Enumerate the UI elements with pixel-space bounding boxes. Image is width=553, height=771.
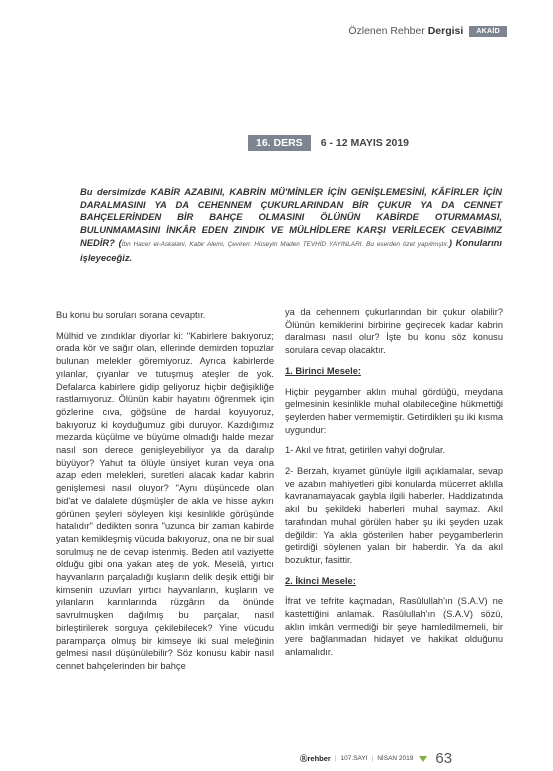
right-paragraph-5: İfrat ve tefrite kaçmadan, Rasûlullah'ın (S.A.V) ne kastettiğini anlamak. Rasûlullah'ın (S.A.V) sözü, aklın imkân vermediği bir şeye hamledilmemeli, bir yere bağlanmadan hidayet ve hakikat olduğunu anlamalıdır. — [285, 596, 503, 658]
intro-source: İbn Hacer el-Askalani, Kabir Alemi, Çeviren: Hüseyin Maden TEVHİD YAYINLARI. Bu eserden özet yapılmıştır. — [121, 240, 449, 248]
page-header — [348, 25, 507, 37]
footer-separator: | — [334, 755, 337, 762]
footer-month: NİSAN 2019 — [377, 755, 414, 762]
intro-main: Bu dersimizde KABİR AZABINI, KABRİN MÜ'MİNLER İÇİN GENİŞLEMESİNİ, KÂFİRLER İÇİN DARALMASINI YA DA CEHENNEM ÇUKURLARINDAN BİR ÇUKUR YA DA CENNET BAHÇELERİNDEN BİR BAHÇE OLMASINI ÖLÜNÜN KABİRDE OTURMAMASI, BULUNMAMASINI İNKÂR EDEN ZINDIK VE MÜLHİDLERE KARŞI VERİLECEK CEVABIMIZ NEDİR? ( — [80, 186, 502, 248]
left-column — [56, 309, 274, 681]
footer-brand: Ⓡrehber — [300, 754, 331, 763]
left-paragraph-1: Bu konu bu soruları sorana cevaptır. — [56, 310, 206, 320]
right-paragraph-3: 1- Akıl ve fıtrat, getirilen vahyi doğrular. — [285, 445, 446, 456]
right-column — [285, 306, 503, 667]
right-paragraph-2: Hiçbir peygamber aklın muhal gördüğü, meydana gelmesinin kesinlikle muhal olabileceğine hükmettiği şeylerden haber vermemiştir. Getirdikleri şu iki kısma uygundur: — [285, 386, 503, 435]
lesson-heading — [248, 135, 409, 151]
page-footer — [300, 751, 452, 766]
lesson-badge: 16. DERS — [248, 135, 311, 151]
right-paragraph-1: ya da cehennem çukurlarından bir çukur olabilir? Ölünün kemiklerini birbirine geçirecek kadar kabrin daralması nasıl olur? İşte bu konu söz konusu sorulara cevap olacaktır. — [285, 307, 503, 356]
footer-separator: | — [371, 755, 374, 762]
intro-end: ) Konularını işleyeceğiz. — [80, 236, 503, 263]
left-paragraph-2: Mülhid ve zındıklar diyorlar ki: "Kabirlere bakıyoruz; orada kör ve sağır olan, ellerinde demirden topuzlar bulunan melekler göremiyoruz. Ayrıca kabirlerde yılanlar, çıyanlar ve tutuşmuş ateşler de yok. Defalarca kabirlere gidip geliyoruz hiçbir değişikliğe rastlamıyoruz. Ölünün kabir hayatını öğrenmek için gözlerine cıva, göğsüne de hardal koyuyoruz, bakıyoruz ki koyduğumuz gibi duruyor. Kazdığımız mezarda küçülme ve büyüme olmadığı halde mezar nasıl son derece genişleyebiliyor ya da daralıp büyüyor? Yahut ta ölüyle ünsiyet kuran veya ona azap eden melekleri, suretleri alacak kadar kabrin genişlemesi nasıl oluyor? "Aynı düşüncede olan bid'at ve dalalete düşmüşler de akla ve hisse aykırı görünen şeyleri söyleyen kişi kesinlikle görüşünde hatalıdır" dedikten sonra "uzunca bir zaman kabirde yatan kemikleşmiş vücuda bakıyoruz, ona ne bir sual sorulmuş ne de cevap istenmiş. Beden atıl vaziyette olduğu gibi ona yakan ateş de yok. Meselâ, yırtıcı hayvanların parçaladığı kuşların delik deşik ettiği bir kimsenin uzuvları yırtıcı hayvanların, kuşların ve yılanların karınlarında rüzgârın da önünde savrulmuşken dağılmış bu parçalar, nasıl birleştirilerek sorguya çekilebilecek? Yine vücudu paramparça olmuş bir kimseye iki sual meleğinin gelmesi nasıl düşünülebilir? Söz konusu kabir nasıl cennet bahçelerinden bir bahçe — [56, 330, 274, 671]
heading-first-issue: 1. Birinci Mesele: — [285, 365, 361, 376]
heading-second-issue: 2. İkinci Mesele: — [285, 575, 356, 586]
section-tag: AKAİD — [469, 26, 507, 37]
intro-paragraph — [80, 186, 502, 264]
lesson-date: 6 - 12 MAYIS 2019 — [320, 137, 410, 149]
page-number: 63 — [435, 750, 453, 767]
triangle-icon — [419, 756, 427, 762]
magazine-title: Özlenen Rehber Dergisi — [348, 25, 464, 37]
footer-issue: 107.SAYI — [340, 755, 368, 762]
right-paragraph-4: 2- Berzah, kıyamet günüyle ilgili açıklamalar, sevap ve azabın mahiyetleri gibi konularda mücerret aklılla kavranamayacak gaybla ilgili haberler. Haddizatında akıl bu şekildeki haberleri muhal saymaz. Akıl tarafından muhal görülen haber şu iki şeyden uzak değildir: Ya akla gösterilen haber peygamberlerin getirdiği söylenen yalan bir haberdir. Ya da akıl bozuktur, fasittir. — [285, 466, 503, 565]
